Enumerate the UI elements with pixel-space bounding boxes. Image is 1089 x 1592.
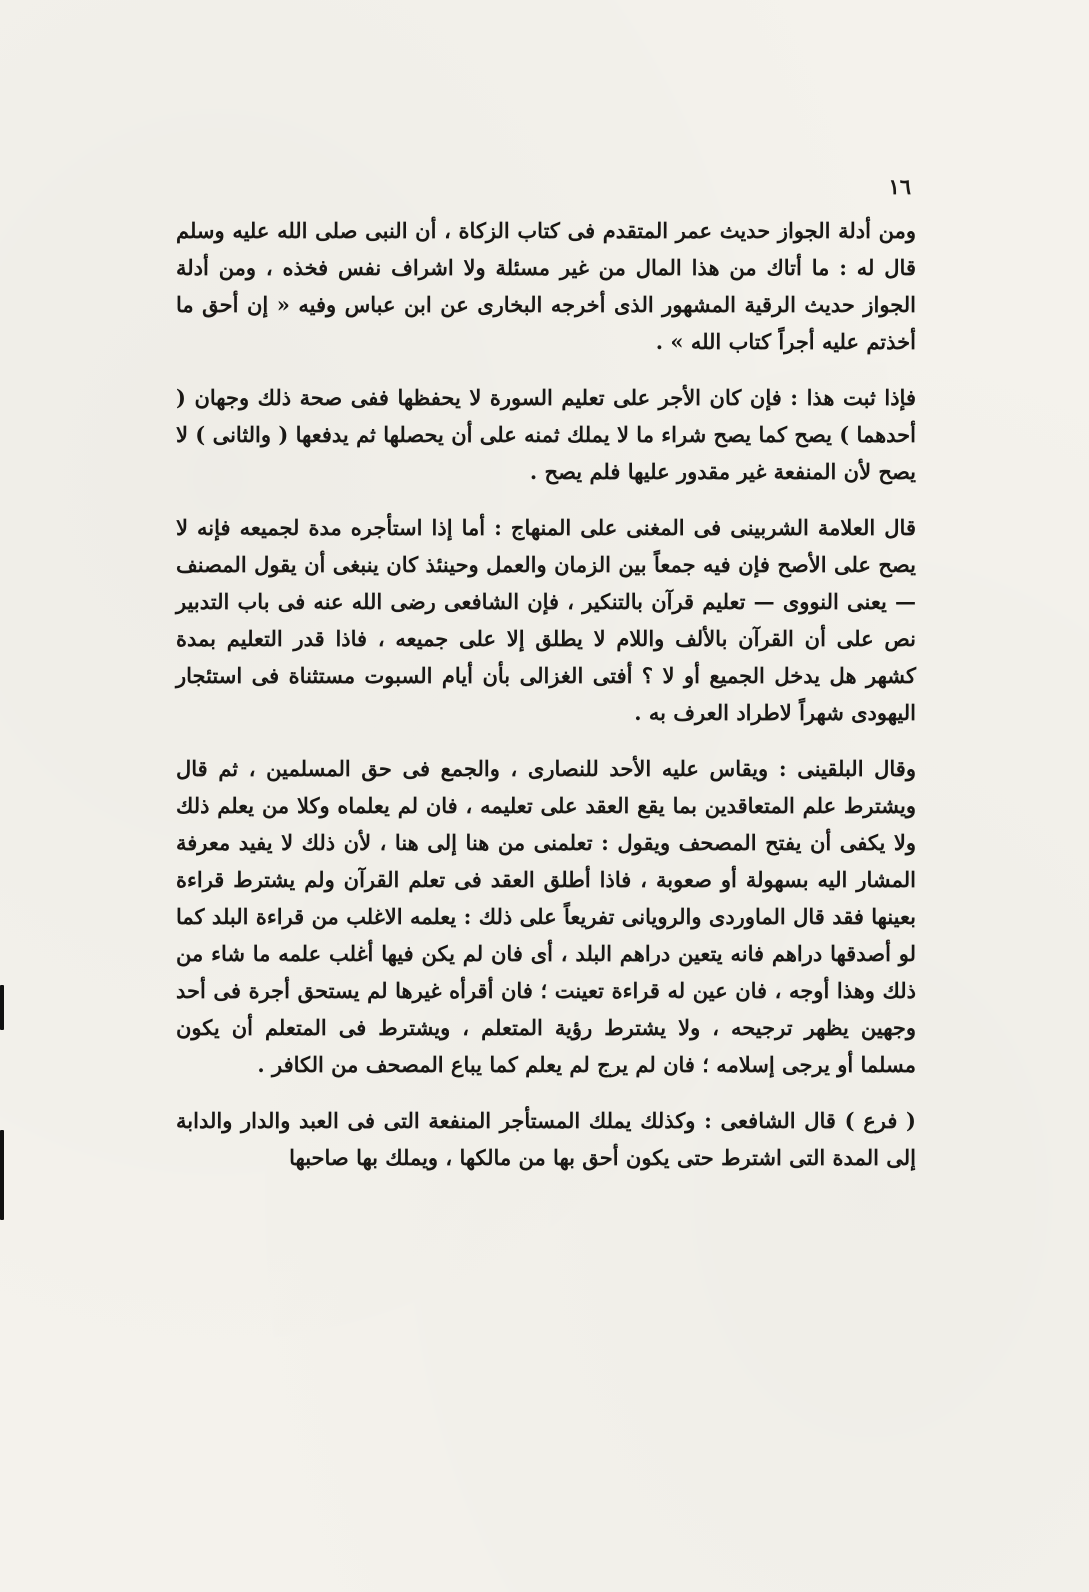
paragraph-1: ومن أدلة الجواز حديث عمر المتقدم فى كتاب الزكاة ، أن النبى صلى الله عليه وسلم قال له : ما أتاك من هذا المال من غير مسئلة ولا اشراف نفس فخذه ، ومن أدلة الجواز حديث الرقية المشهور الذى أخرجه البخارى عن ابن عباس وفيه « إن أحق ما أخذتم عليه أجراً كتاب الله » . xyxy=(176,218,916,354)
body-text xyxy=(176,212,916,1195)
paragraph-5: ( فرع ) قال الشافعى : وكذلك يملك المستأجر المنفعة التى فى العبد والدار والدابة إلى المدة التى اشترط حتى يكون أحق بها من مالكها ، ويملك بها صاحبها xyxy=(176,1108,916,1170)
paragraph-3: قال العلامة الشربينى فى المغنى على المنهاج : أما إذا استأجره مدة لجميعه فإنه لا يصح على الأصح فإن فيه جمعاً بين الزمان والعمل وحينئذ كان ينبغى أن يقول المصنف — يعنى النووى — تعليم قرآن بالتنكير ، فإن الشافعى رضى الله عنه فى باب التدبير نص على أن القرآن بالألف واللام لا يطلق إلا على جميعه ، فاذا قدر التعليم بمدة كشهر هل يدخل الجميع أو لا ؟ أفتى الغزالى بأن أيام السبوت مستثناة فى استئجار اليهودى شهراً لاطراد العرف به . xyxy=(176,515,916,725)
paragraph-2: فإذا ثبت هذا : فإن كان الأجر على تعليم السورة لا يحفظها ففى صحة ذلك وجهان ( أحدهما ) يصح كما يصح شراء ما لا يملك ثمنه على أن يحصلها ثم يدفعها ( والثانى ) لا يصح لأن المنفعة غير مقدور عليها فلم يصح . xyxy=(176,385,916,484)
page-number: ١٦ xyxy=(888,174,911,199)
scan-edge-mark xyxy=(0,985,4,1030)
paragraph-4: وقال البلقينى : ويقاس عليه الأحد للنصارى ، والجمع فى حق المسلمين ، ثم قال ويشترط علم المتعاقدين بما يقع العقد على تعليمه ، فان لم يعلماه وكلا من يعلم ذلك ولا يكفى أن يفتح المصحف ويقول : تعلمنى من هنا إلى هنا ، لأن ذلك لا يفيد معرفة المشار اليه بسهولة أو صعوبة ، فاذا أطلق العقد فى تعلم القرآن ولم يشترط قراءة بعينها فقد قال الماوردى والرويانى تفريعاً على ذلك : يعلمه الاغلب من قراءة البلد كما لو أصدقها دراهم فانه يتعين دراهم البلد ، أى فان لم يكن فيها أغلب علمه ما شاء من ذلك وهذا أوجه ، فان عين له قراءة تعينت ؛ فان أقرأه غيرها لم يستحق أجرة فى أحد وجهين يظهر ترجيحه ، ولا يشترط رؤية المتعلم ، ويشترط فى المتعلم أن يكون مسلما أو يرجى إسلامه ؛ فان لم يرج لم يعلم كما يباع المصحف من الكافر . xyxy=(176,756,916,1077)
scan-edge-mark xyxy=(0,1130,4,1220)
